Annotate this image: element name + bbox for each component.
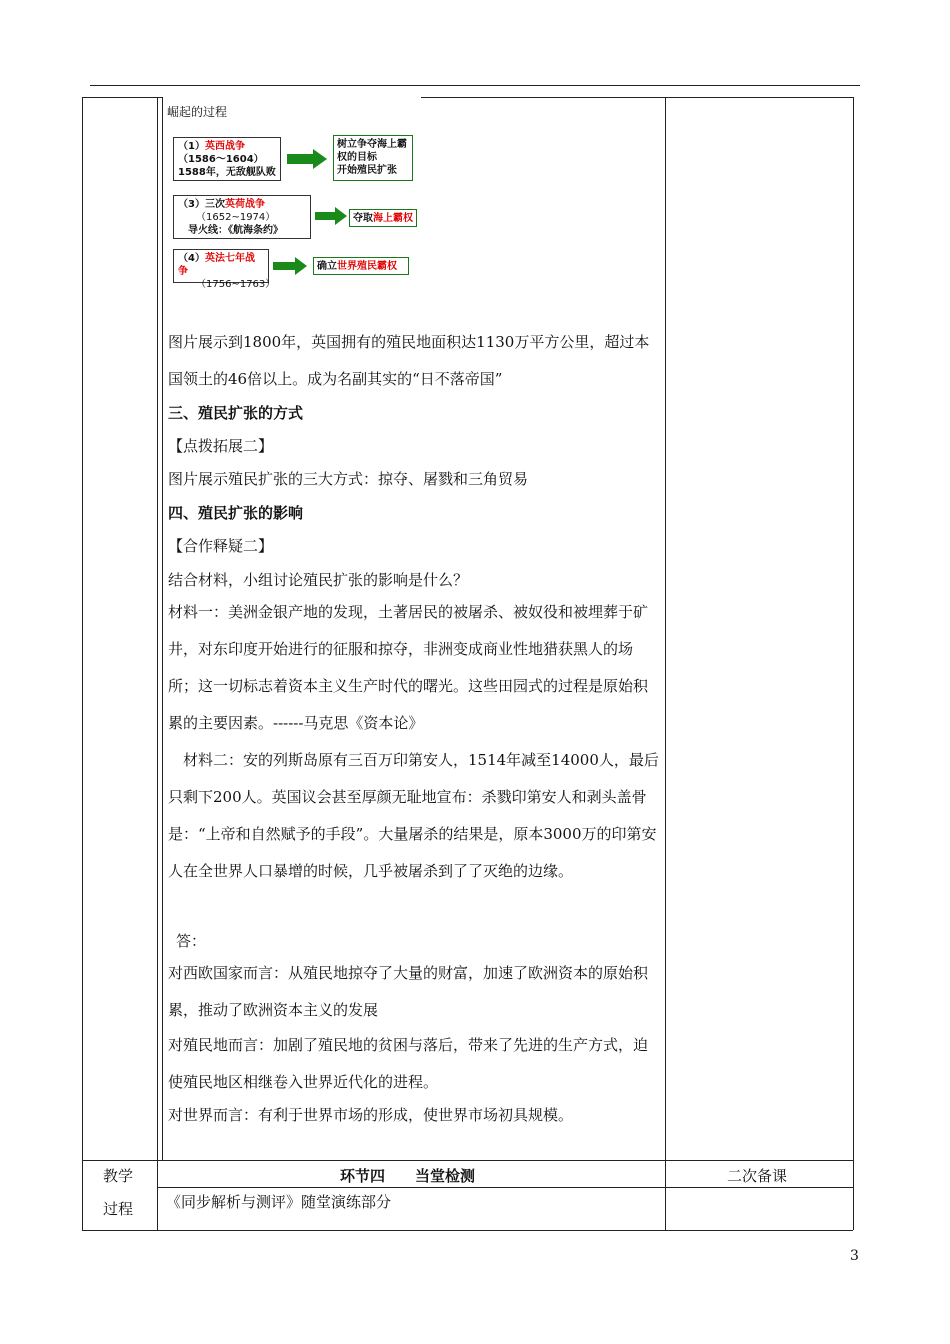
area-paragraph: 图片展示到1800年，英国拥有的殖民地面积达1130万平方公里，超过本国领土的46倍以上。成为名副其实的“日不落帝国” [168,333,650,388]
sea-hegemony-goal-box: 树立争夺海上霸 权的目标 开始殖民扩张 [333,135,413,181]
section-four-title: 环节四 当堂检测 [340,1167,476,1185]
table-border-right [853,97,854,1230]
teaching-label-1: 教学 [103,1167,134,1185]
table-subrow-divider [157,1187,853,1188]
answer-label: 答： [176,932,207,950]
methods-paragraph: 图片展示殖民扩张的三大方式：掠夺、屠戮和三角贸易 [168,470,529,488]
arrow-right-icon [287,149,327,169]
header-rule [90,85,860,86]
anglo-dutch-war-box: （3）三次英荷战争 （1652~1974） 导火线：《航海条约》 [173,195,311,239]
material-two: 材料二：安的列斯岛原有三百万印第安人，1514年减至14000人，最后只剩下200人。英国议会甚至厚颜无耻地宣布：杀戮印第安人和剥头盖骨是：“上帝和自然赋予的手段”。大量屠杀的结果是，原本3000万的印第安人在全世界人口暴增的时候，几乎被屠杀到了了灭绝的边缘。 [168,751,659,880]
table-row-divider [82,1160,853,1161]
second-prep-header: 二次备课 [727,1167,788,1185]
seven-years-war-box: （4）英法七年战争 （1756~1763） [173,249,269,283]
page-number: 3 [850,1248,859,1264]
table-border-col2 [665,97,666,1230]
rise-process-diagram [163,97,421,292]
tip-label: 【点拨拓展二】 [168,437,274,455]
arrow-right-icon [315,207,347,225]
diagram-title: 崛起的过程 [167,105,228,119]
material-one: 材料一：美洲金银产地的发现，土著居民的被屠杀、被奴役和被埋葬于矿井，对东印度开始进行的征服和掠夺，非洲变成商业性地猎获黑人的场所；这一切标志着资本主义生产时代的曙光。这些田园式的过程是原始积累的主要因素。------马克思《资本论》 [168,603,649,732]
arrow-right-icon [273,257,307,275]
table-border-left [82,97,83,1230]
anglo-spanish-war-box: （1）英西战争 （1586～1604） 1588年，无敌舰队败 [173,137,281,181]
discussion-question: 结合材料，小组讨论殖民扩张的影响是什么？ [168,571,469,589]
section-heading-4: 四、殖民扩张的影响 [168,504,304,522]
seize-sea-hegemony-box: 夺取海上霸权 [349,209,417,227]
table-border-bottom [82,1230,853,1231]
table-border-col1 [157,97,158,1230]
answer-colonies: 对殖民地而言：加剧了殖民地的贫困与落后，带来了先进的生产方式，迫使殖民地区相继卷入世界近代化的进程。 [168,1036,649,1091]
cooperation-label: 【合作释疑二】 [168,537,274,555]
answer-world: 对世界而言：有利于世界市场的形成，使世界市场初具规模。 [168,1106,574,1124]
teaching-label-2: 过程 [103,1200,134,1218]
section-heading-3: 三、殖民扩张的方式 [168,404,304,422]
world-colonial-hegemony-box: 确立世界殖民霸权 [313,257,409,275]
exercise-reference: 《同步解析与测评》随堂演练部分 [166,1193,392,1211]
answer-western-europe: 对西欧国家而言：从殖民地掠夺了大量的财富，加速了欧洲资本的原始积累，推动了欧洲资本主义的发展 [168,964,649,1019]
